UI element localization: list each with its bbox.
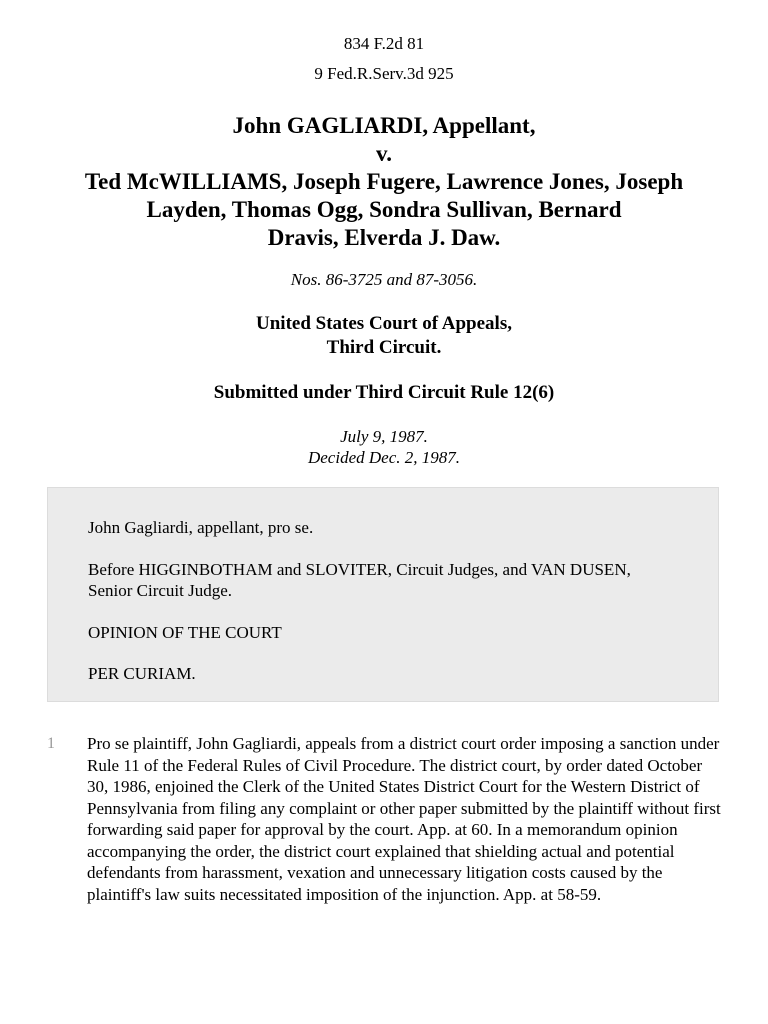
caption-appellees-line1: Ted McWILLIAMS, Joseph Fugere, Lawrence Jones, Joseph	[84, 169, 684, 194]
case-caption	[40, 112, 728, 252]
panel-judges: Before HIGGINBOTHAM and SLOVITER, Circuit Judges, and VAN DUSEN, Senior Circuit Judge.	[88, 560, 631, 600]
decided-date: Decided Dec. 2, 1987.	[307, 448, 460, 467]
parallel-citation: 9 Fed.R.Serv.3d 925	[314, 64, 454, 83]
court-name-line2: Third Circuit.	[326, 337, 442, 358]
docket-numbers: Nos. 86-3725 and 87-3056.	[290, 270, 478, 289]
caption-appellant: John GAGLIARDI, Appellant,	[232, 113, 536, 138]
opinion-paragraph: Pro se plaintiff, John Gagliardi, appeals from a district court order imposing a sanction under Rule 11 of the Federal Rules of Civil Procedure. The district court, by order dated October 30, 1986, enjoined the Clerk of the United States District Court for the Western District of Pennsylvania from filing any complaint or other paper submitted by the plaintiff without first forwarding said paper for approval by the court. App. at 60. In a memorandum opinion accompanying the order, the district court explained that shielding actual and potential defendants from harassment, vexation and unnecessary litigation costs caused by the plaintiff's law suits necessitated imposition of the injunction. App. at 58-59.	[87, 734, 721, 904]
case-dates	[0, 426, 768, 468]
per-curiam-label: PER CURIAM.	[88, 664, 196, 683]
submission-rule: Submitted under Third Circuit Rule 12(6)	[213, 382, 555, 403]
opinion-heading: OPINION OF THE COURT	[88, 623, 282, 642]
caption-appellees-line2: Layden, Thomas Ogg, Sondra Sullivan, Bernard	[146, 197, 622, 222]
caption-appellees-line3: Dravis, Elverda J. Daw.	[267, 225, 501, 250]
submitted-date: July 9, 1987.	[340, 427, 428, 446]
court-name-line1: United States Court of Appeals,	[256, 313, 512, 334]
court-name	[0, 312, 768, 360]
headnote-panel	[47, 487, 719, 702]
counsel-line: John Gagliardi, appellant, pro se.	[88, 518, 314, 537]
caption-versus: v.	[376, 141, 392, 166]
paragraph-number[interactable]: 1	[47, 735, 55, 752]
reporter-citation: 834 F.2d 81	[343, 34, 425, 53]
